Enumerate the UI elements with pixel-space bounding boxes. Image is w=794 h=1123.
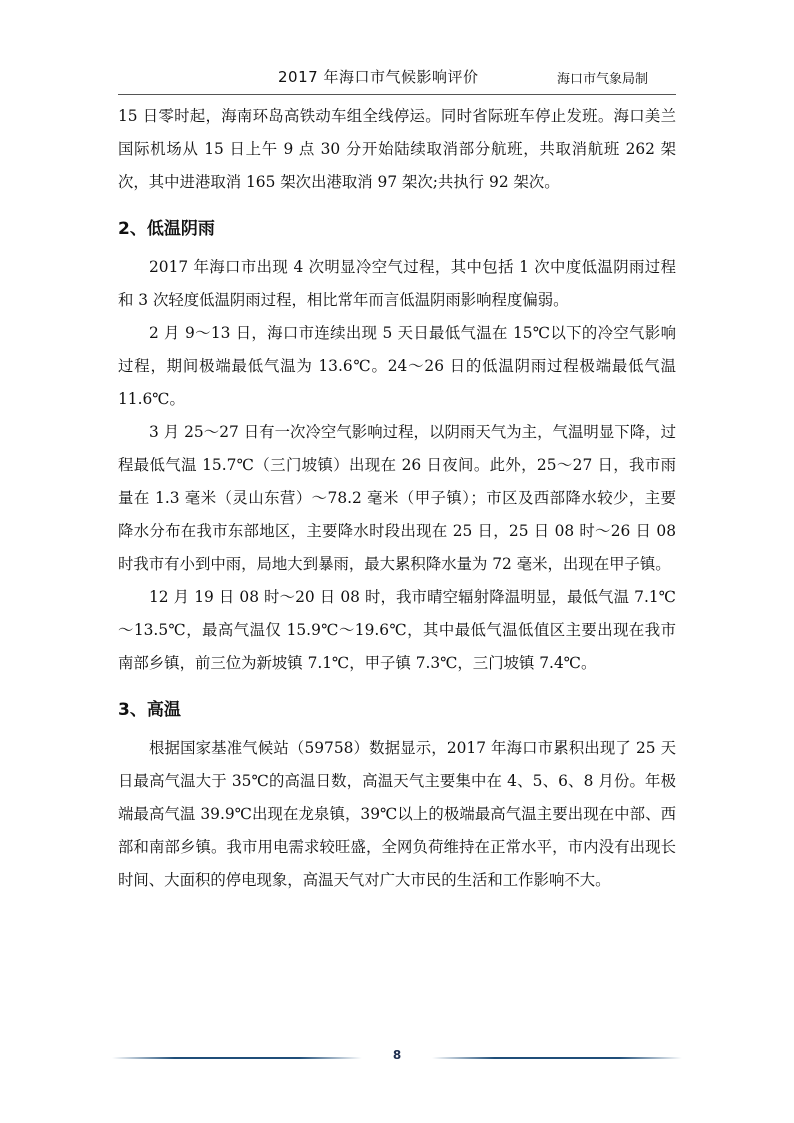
paragraph: 2 月 9～13 日，海口市连续出现 5 天日最低气温在 15℃以下的冷空气影响过程，期间极端最低气温为 13.6℃。24～26 日的低温阴雨过程极端最低气温 11.6℃。 <box>118 324 676 408</box>
header-title: 2017 年海口市气候影响评价 <box>278 68 479 86</box>
section-heading-low-temperature: 2、低温阴雨 <box>118 219 215 239</box>
page-header <box>118 64 676 95</box>
page-number: 8 <box>392 1048 402 1062</box>
paragraph: 2017 年海口市出现 4 次明显冷空气过程，其中包括 1 次中度低温阴雨过程和 3 次轻度低温阴雨过程，相比常年而言低温阴雨影响程度偏弱。 <box>118 258 676 309</box>
paragraph: 3 月 25～27 日有一次冷空气影响过程，以阴雨天气为主，气温明显下降，过程最低气温 15.7℃（三门坡镇）出现在 26 日夜间。此外，25～27 日，我市雨量在 1.3 毫米（灵山东营）～78.2 毫米（甲子镇）；市区及西部降水较少，主要降水分布在我市东部地区，主要降水时段出现在 25 日，25 日 08 时～26 日 08 时我市有小到中雨，局地大到暴雨，最大累积降水量为 72 毫米，出现在甲子镇。 <box>118 423 676 573</box>
paragraph: 15 日零时起，海南环岛高铁动车组全线停运。同时省际班车停止发班。海口美兰国际机场从 15 日上午 9 点 30 分开始陆续取消部分航班，共取消航班 262 架次，其中进港取消 165 架次出港取消 97 架次;共执行 92 架次。 <box>118 107 676 191</box>
footer-divider-right <box>432 1057 682 1059</box>
header-organization: 海口市气象局制 <box>556 72 648 87</box>
paragraph: 根据国家基准气候站（59758）数据显示，2017 年海口市累积出现了 25 天日最高气温大于 35℃的高温日数，高温天气主要集中在 4、5、6、8 月份。年极端最高气温 39.9℃出现在龙泉镇，39℃以上的极端最高气温主要出现在中部、西部和南部乡镇。我市用电需求较旺盛，全网负荷维持在正常水平，市内没有出现长时间、大面积的停电现象，高温天气对广大市民的生活和工作影响不大。 <box>118 739 676 889</box>
paragraph: 12 月 19 日 08 时～20 日 08 时，我市晴空辐射降温明显，最低气温 7.1℃～13.5℃，最高气温仅 15.9℃～19.6℃，其中最低气温低值区主要出现在我市南部乡镇，前三位为新坡镇 7.1℃，甲子镇 7.3℃，三门坡镇 7.4℃。 <box>118 588 676 672</box>
page-footer <box>112 1048 682 1068</box>
document-body <box>118 100 676 897</box>
section-heading-high-temperature: 3、高温 <box>118 700 181 720</box>
